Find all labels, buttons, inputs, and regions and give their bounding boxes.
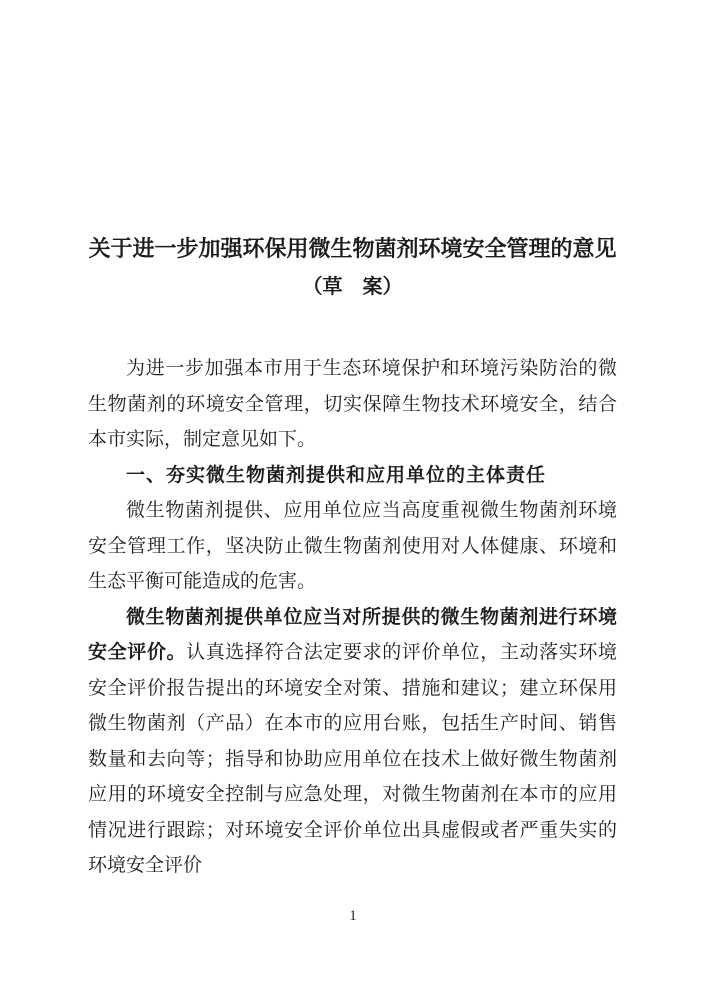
paragraph-responsibility: 微生物菌剂提供、应用单位应当高度重视微生物菌剂环境安全管理工作，坚决防止微生物菌剂使用对人体健康、环境和生态平衡可能造成的危害。 bbox=[88, 500, 617, 592]
paragraph-evaluation-rest: 认真选择符合法定要求的评价单位，主动落实环境安全评价报告提出的环境安全对策、措施和建议；建立环保用微生物菌剂（产品）在本市的应用台账，包括生产时间、销售数量和去向等；指导和协助应用单位在技术上做好微生物菌剂应用的环境安全控制与应急处理，对微生物菌剂在本市的应用情况进行跟踪；对环境安全评价单位出具虚假或者严重失实的环境安全评价 bbox=[88, 642, 617, 876]
document-subtitle: （草 案） bbox=[302, 276, 403, 298]
section-heading-1: 一、夯实微生物菌剂提供和应用单位的主体责任 bbox=[126, 463, 547, 486]
page-number: 1 bbox=[349, 908, 357, 924]
paragraph-evaluation-bold-lead: 微生物菌剂提供单位应当对所提供的微生物菌剂进行环境安全评价。 bbox=[88, 605, 617, 663]
document-title: 关于进一步加强环保用微生物菌剂环境安全管理的意见 bbox=[88, 236, 617, 261]
paragraph-intro: 为进一步加强本市用于生态环境保护和环境污染防治的微生物菌剂的环境安全管理，切实保障生物技术环境安全，结合本市实际，制定意见如下。 bbox=[88, 358, 617, 450]
paragraph-evaluation bbox=[88, 600, 617, 884]
document-body bbox=[88, 351, 617, 884]
